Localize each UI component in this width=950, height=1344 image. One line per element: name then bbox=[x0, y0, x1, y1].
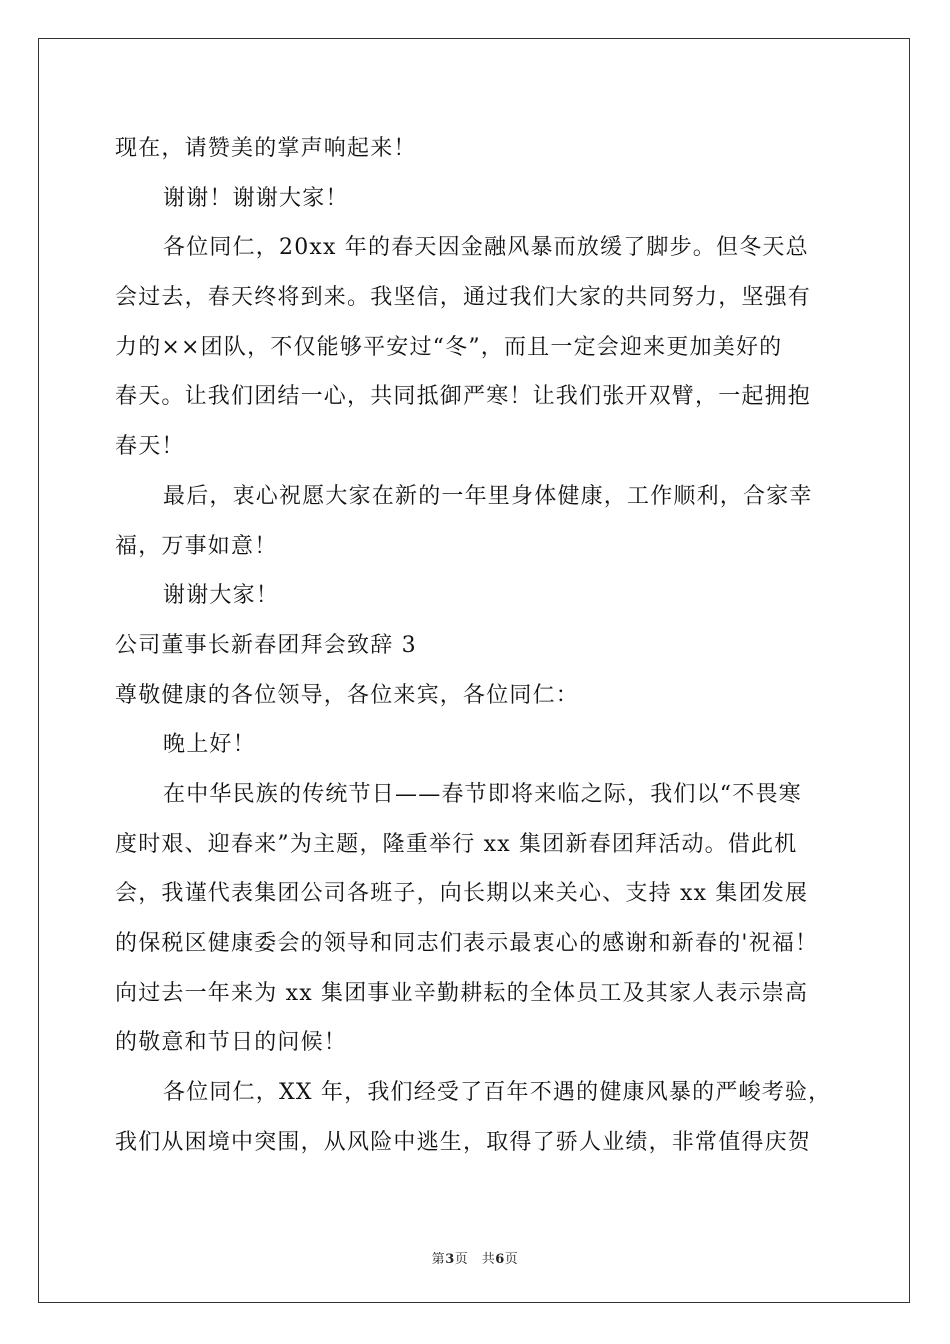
text-line: 现在，请赞美的掌声响起来！ bbox=[115, 136, 417, 161]
page-number-prefix: 第 bbox=[431, 1252, 446, 1267]
text-line: 向过去一年来为 xx 集团事业辛勤耕耘的全体员工及其家人表示崇高 bbox=[115, 980, 809, 1006]
text-line: 各位同仁，XX 年，我们经受了百年不遇的健康风暴的严峻考验， bbox=[163, 1080, 832, 1106]
document-body bbox=[115, 124, 835, 1167]
text-line: 的保税区健康委会的领导和同志们表示最衷心的感谢和新春的'祝福！ bbox=[115, 931, 819, 956]
text-line: 最后，衷心祝愿大家在新的一年里身体健康，工作顺利，合家幸 bbox=[163, 483, 813, 509]
text-line: 谢谢大家！ bbox=[163, 583, 280, 609]
text-line: 尊敬健康的各位领导，各位来宾，各位同仁： bbox=[115, 682, 580, 708]
text-line: 我们从困境中突围，从风险中逃生，取得了骄人业绩，非常值得庆贺 bbox=[115, 1129, 812, 1155]
section-heading: 公司董事长新春团拜会致辞 3 bbox=[115, 632, 417, 658]
text-line: 力的××团队，不仅能够平安过“冬”，而且一定会迎来更加美好的 bbox=[115, 334, 783, 360]
text-line: 春天！ bbox=[115, 434, 185, 460]
page-number-current: 3 bbox=[445, 1252, 455, 1267]
page-number-total: 6 bbox=[495, 1252, 505, 1267]
page-number-suffix: 页 bbox=[504, 1252, 519, 1267]
text-line: 各位同仁，20xx 年的春天因金融风暴而放缓了脚步。但冬天总 bbox=[163, 235, 809, 261]
text-line: 的敬意和节日的问候！ bbox=[115, 1030, 348, 1056]
text-line: 谢谢！谢谢大家！ bbox=[163, 185, 349, 211]
text-line: 会，我谨代表集团公司各班子，向长期以来关心、支持 xx 集团发展 bbox=[115, 881, 809, 907]
text-line: 会过去，春天终将到来。我坚信，通过我们大家的共同努力，坚强有 bbox=[115, 285, 812, 311]
text-line: 福，万事如意！ bbox=[115, 533, 278, 559]
text-line: 度时艰、迎春来”为主题，隆重举行 xx 集团新春团拜活动。借此机 bbox=[115, 831, 798, 857]
page-number-mid: 页 共 bbox=[454, 1252, 496, 1267]
text-line: 春天。让我们团结一心，共同抵御严寒！让我们张开双臂，一起拥抱 bbox=[115, 384, 812, 410]
page-footer bbox=[0, 1248, 950, 1267]
text-line: 在中华民族的传统节日——春节即将来临之际，我们以“不畏寒 bbox=[163, 781, 802, 807]
text-line: 晚上好！ bbox=[163, 732, 256, 758]
